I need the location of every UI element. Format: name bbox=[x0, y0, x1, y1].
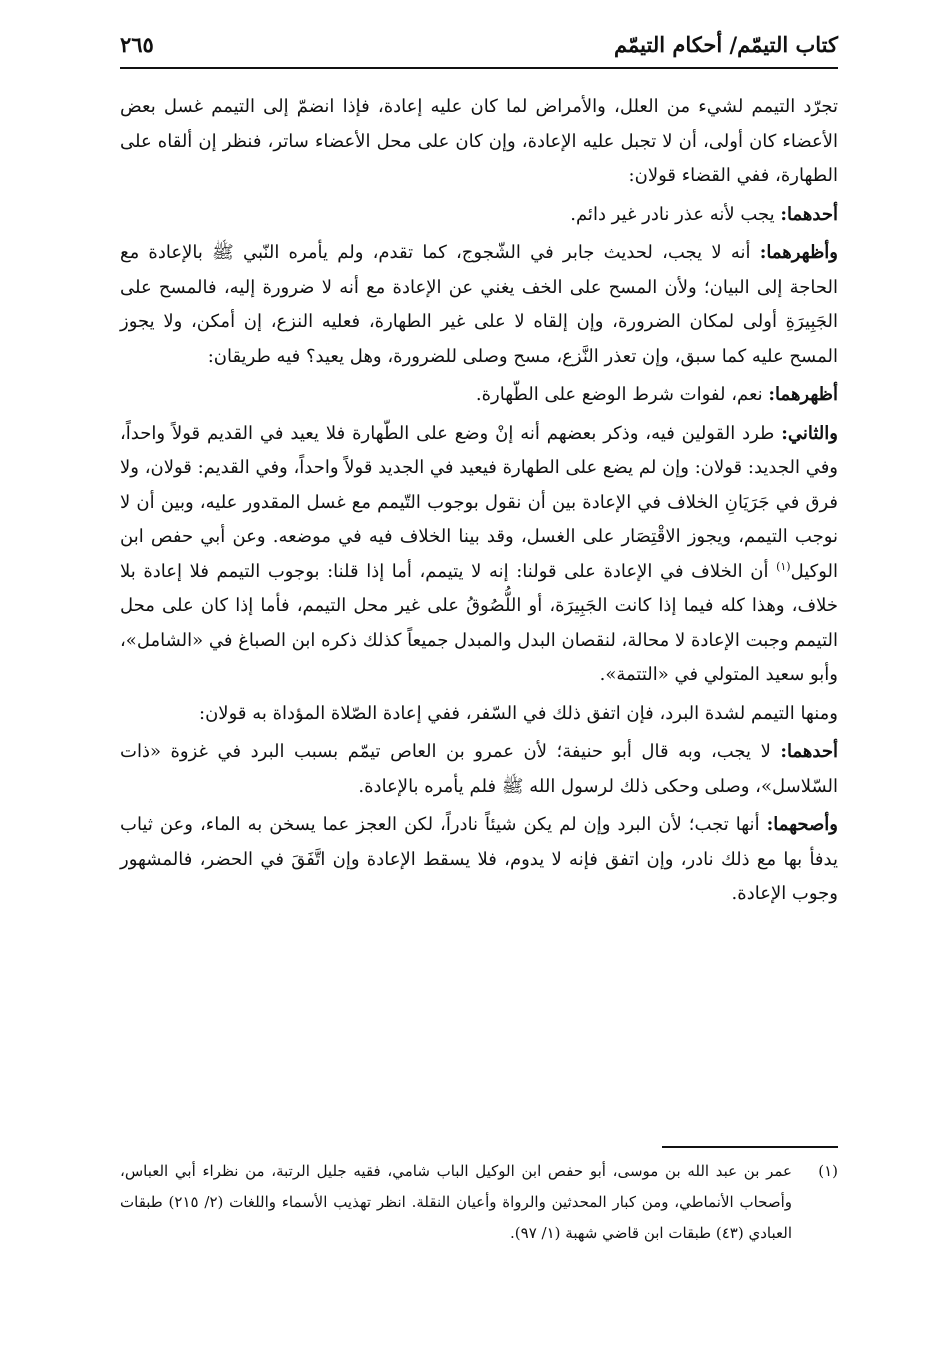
paragraph-5-text-a: طرد القولين فيه، وذكر بعضهم أنه إنْ وضع على الطّهارة فلا يعيد في القديم قولاً واحداً، وفي الجديد: قولان: وإن لم يضع على الطهارة فيعيد في الجديد قولاً واحداً، وفي القديم: قولان، ولا فرق في جَرَيَانِ الخلاف في الإعادة بين أن نقول بوجوب التّيمم مع غسل المقدور عليه، وبين أن لا نوجب التيمم، ويجوز الاقْتِصَار على الغسل، وقد بينا الخلاف فيه في موضعه. وعن أبي حفص ابن الوكيل bbox=[120, 422, 838, 582]
paragraph-2-text: يجب لأنه عذر نادر غير دائم. bbox=[570, 203, 781, 225]
footnote-number: (١) bbox=[818, 1162, 838, 1180]
footnotes bbox=[120, 1156, 838, 1249]
paragraph-5-lead: والثاني: bbox=[781, 422, 838, 444]
main-text bbox=[120, 90, 838, 916]
page-number: ٢٦٥ bbox=[120, 32, 154, 57]
paragraph-4 bbox=[120, 378, 838, 413]
paragraph-1 bbox=[120, 90, 838, 194]
running-title: كتاب التيمّم/ أحكام التيمّم bbox=[614, 32, 838, 57]
paragraph-6-text: ومنها التيمم لشدة البرد، فإن اتفق ذلك في السّفر، ففي إعادة الصّلاة المؤداة به قولان: bbox=[199, 702, 838, 724]
paragraph-7-text: لا يجب، وبه قال أبو حنيفة؛ لأن عمرو بن العاص تيمّم بسبب البرد في غزوة «ذات السّلاسل»، وصلى وحكى ذلك لرسول الله ﷺ فلم يأمره بالإعادة. bbox=[120, 741, 838, 797]
footnote-reference: (١) bbox=[776, 559, 791, 573]
paragraph-2 bbox=[120, 198, 838, 233]
paragraph-3 bbox=[120, 236, 838, 374]
paragraph-8-lead: وأصحهما: bbox=[766, 814, 838, 835]
footnote-divider bbox=[662, 1146, 838, 1148]
paragraph-8-text: أنها تجب؛ لأن البرد وإن لم يكن شيئاً نادراً، لكن العجز عما يسخن به الماء، وعن ثياب يدفأ بها مع ذلك نادر، وإن اتفق فإنه لا يدوم، فلا يسقط الإعادة وإن اتَّفَقَ في الحضر، فالمشهور وجوب الإعادة. bbox=[120, 814, 838, 904]
paragraph-4-lead: أظهرهما: bbox=[768, 384, 838, 405]
header-divider bbox=[120, 67, 838, 69]
footnote bbox=[120, 1156, 838, 1249]
footnote-text: عمر بن عبد الله بن موسى، أبو حفص ابن الوكيل الباب شامي، فقيه جليل الرتبة، من نظراء أبي العباس، وأصحاب الأنماطي، ومن كبار المحدثين والرواة وأعيان النقلة. انظر تهذيب الأسماء واللغات (٢/ ٢١٥) طبقات العبادي (٤٣) طبقات ابن قاضي شهبة (١/ ٩٧). bbox=[120, 1162, 793, 1242]
paragraph-3-text: أنه لا يجب، لحديث جابر في الشّجوج، كما تقدم، ولم يأمره النّبي ﷺ بالإعادة مع الحاجة إلى البيان؛ ولأن المسح على الخف يغني عن الإعادة مع أنه لا ضرورة إليه، فالمسح على الجَبِيرَةِ أولى لمكان الضرورة، وإن إلقاه لا على غير الطهارة، فعليه النزع، إن أمكن، ولا يجوز المسح عليه كما سبق، وإن تعذر النَّزع، مسح وصلى للضرورة، وهل يعيد؟ فيه طريقان: bbox=[120, 242, 838, 367]
paragraph-7 bbox=[120, 735, 838, 804]
paragraph-3-lead: وأظهرهما: bbox=[759, 242, 838, 263]
paragraph-5-text-b: أن الخلاف في الإعادة على قولنا: إنه لا يتيمم، أما إذا قلنا: بوجوب التيمم فلا إعادة بلا خلاف، وهذا كله فيما إذا كانت الجَبِيرَة، أو اللُّصُوقُ على غير محل التيمم، فأما إذا كان على محل التيمم وجبت الإعادة لا محالة، لنقصان البدل والمبدل جميعاً كذلك ذكره ابن الصباغ في «الشامل»، وأبو سعيد المتولي في «التتمة». bbox=[120, 560, 838, 685]
paragraph-7-lead: أحدهما: bbox=[780, 741, 838, 762]
paragraph-4-text: نعم، لفوات شرط الوضع على الطّهارة. bbox=[475, 384, 769, 405]
paragraph-2-lead: أحدهما: bbox=[780, 203, 838, 225]
page-header bbox=[120, 26, 838, 66]
paragraph-8 bbox=[120, 808, 838, 912]
paragraph-1-text: تجرّد التيمم لشيء من العلل، والأمراض لما كان عليه إعادة، فإذا انضمّ إلى التيمم غسل بعض الأعضاء كان أولى، أن لا تجبل عليه الإعادة، وإن كان على محل الأعضاء ساتر، فنظر إن ألقاه على الطهارة، ففي القضاء قولان: bbox=[120, 96, 838, 186]
paragraph-6 bbox=[120, 697, 838, 732]
paragraph-5 bbox=[120, 417, 838, 693]
